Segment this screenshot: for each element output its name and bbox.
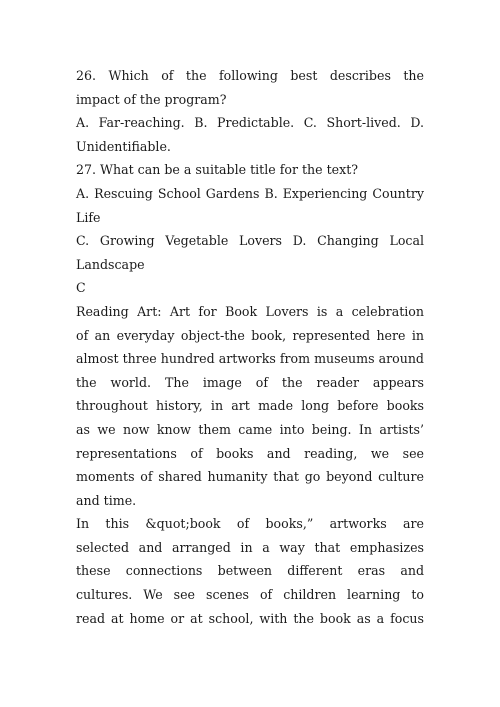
text-line: throughout history, in art made long before books bbox=[76, 398, 424, 414]
text-line: representations of books and reading, we see bbox=[76, 445, 424, 461]
text-line: selected and arranged in a way that emphasizes bbox=[76, 539, 424, 555]
text-line: Reading Art: Art for Book Lovers is a celebration bbox=[76, 303, 424, 319]
text-line: cultures. We see scenes of children learning to bbox=[76, 587, 424, 603]
text-line: Unidentifiable. bbox=[76, 138, 171, 154]
text-line: 26. Which of the following best describes the bbox=[76, 68, 424, 83]
text-line: A. Rescuing School Gardens B. Experiencing Country bbox=[76, 185, 424, 201]
text-line: 27. What can be a suitable title for the text? bbox=[76, 162, 359, 178]
text-line: and time. bbox=[76, 492, 137, 508]
document-body bbox=[76, 64, 424, 630]
text-line: of an everyday object-the book, represented here in bbox=[76, 327, 424, 343]
text-line: these connections between different eras and bbox=[76, 563, 424, 579]
text-line: A. Far-reaching. B. Predictable. C. Short-lived. D. bbox=[76, 115, 424, 131]
text-line: Life bbox=[76, 209, 101, 225]
text-line: moments of shared humanity that go beyond culture bbox=[76, 469, 424, 485]
text-line: as we now know them came into being. In artists’ bbox=[76, 421, 424, 437]
text-line: almost three hundred artworks from museums around bbox=[76, 351, 424, 367]
text-line: In this &quot;book of books,” artworks are bbox=[76, 516, 424, 532]
text-line: the world. The image of the reader appears bbox=[76, 374, 424, 390]
text-line: read at home or at school, with the book as a focus bbox=[76, 610, 424, 626]
text-line: Landscape bbox=[76, 256, 145, 272]
text-line: impact of the program? bbox=[76, 91, 227, 107]
text-line: C bbox=[76, 280, 86, 296]
text-line: C. Growing Vegetable Lovers D. Changing Local bbox=[76, 233, 424, 249]
